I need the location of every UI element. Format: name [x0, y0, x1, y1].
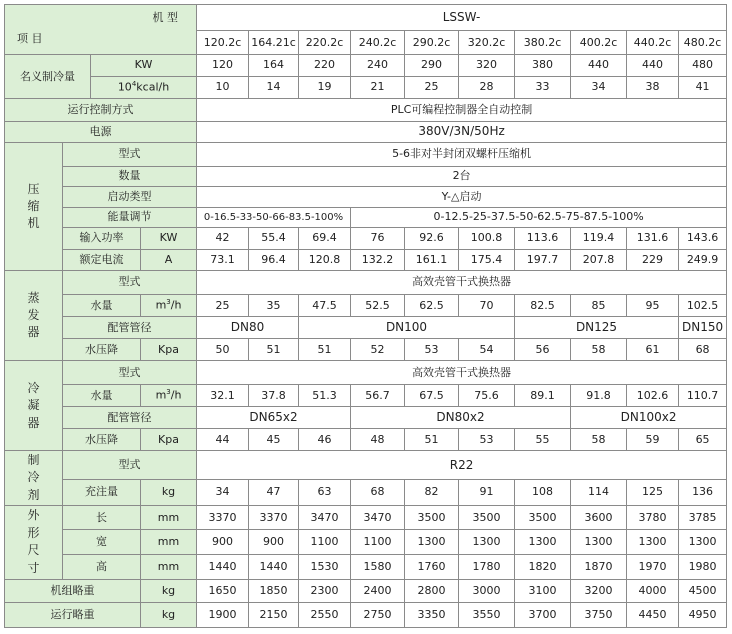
compressor-power-value: 131.6 — [627, 228, 679, 250]
compressor-cap-value-b: 0-12.5-25-37.5-50-62.5-75-87.5-100% — [351, 207, 727, 227]
compressor-current-unit: A — [141, 249, 197, 271]
model-label: 机 型 — [152, 10, 178, 24]
dimension-length-value: 3470 — [351, 505, 405, 530]
condenser-flow-value: 91.8 — [571, 384, 627, 407]
compressor-power-row — [5, 228, 727, 250]
refrigerant-charge-value: 136 — [679, 479, 727, 505]
model-cell: 290.2c — [405, 31, 459, 55]
refrigerant-charge-row — [5, 479, 727, 505]
condenser-flow-value: 110.7 — [679, 384, 727, 407]
condenser-flow-unit: $m^3/h$ — [141, 384, 197, 407]
condenser-drop-value: 58 — [571, 428, 627, 451]
evaporator-pipe-value: DN125 — [515, 317, 679, 339]
evaporator-drop-value: 61 — [627, 338, 679, 361]
run-weight-value: 3750 — [571, 603, 627, 628]
compressor-current-label: 额定电流 — [63, 249, 141, 271]
dimension-width-value: 1300 — [679, 530, 727, 555]
compressor-power-value: 92.6 — [405, 228, 459, 250]
cooling-kw-value: 290 — [405, 55, 459, 77]
model-cell: 320.2c — [459, 31, 515, 55]
evaporator-group-label: 蒸发器 — [5, 271, 63, 361]
run-weight-row — [5, 603, 727, 628]
cooling-kw-row — [5, 55, 727, 77]
cooling-kw-unit: KW — [91, 55, 197, 77]
condenser-drop-value: 51 — [405, 428, 459, 451]
compressor-current-value: 73.1 — [197, 249, 249, 271]
cooling-kcal-value: 38 — [627, 76, 679, 99]
refrigerant-charge-unit: kg — [141, 479, 197, 505]
evaporator-flow-value: 85 — [571, 294, 627, 317]
dimension-height-value: 1820 — [515, 555, 571, 580]
model-cell: 164.21c — [249, 31, 299, 55]
evaporator-type-label: 型式 — [63, 271, 197, 295]
condenser-drop-label: 水压降 — [63, 428, 141, 451]
evaporator-drop-value: 50 — [197, 338, 249, 361]
refrigerant-charge-value: 108 — [515, 479, 571, 505]
condenser-drop-value: 53 — [459, 428, 515, 451]
dimension-height-value: 1870 — [571, 555, 627, 580]
evaporator-drop-value: 68 — [679, 338, 727, 361]
compressor-current-value: 197.7 — [515, 249, 571, 271]
refrigerant-type-label: 型式 — [63, 451, 197, 479]
refrigerant-charge-value: 68 — [351, 479, 405, 505]
run-weight-value: 3350 — [405, 603, 459, 628]
dimensions-group-label: 外形尺寸 — [5, 505, 63, 579]
cooling-kw-value: 380 — [515, 55, 571, 77]
compressor-cap-value-a: 0-16.5-33-50-66-83.5-100% — [197, 207, 351, 227]
evaporator-drop-row — [5, 338, 727, 361]
compressor-power-unit: KW — [141, 228, 197, 250]
dimension-width-value: 1100 — [351, 530, 405, 555]
dimension-width-row — [5, 530, 727, 555]
condenser-pipe-value: DN100x2 — [571, 407, 727, 429]
cooling-kw-value: 440 — [571, 55, 627, 77]
model-cell: 120.2c — [197, 31, 249, 55]
dimension-height-value: 1760 — [405, 555, 459, 580]
run-weight-value: 1900 — [197, 603, 249, 628]
evaporator-drop-value: 58 — [571, 338, 627, 361]
evaporator-pipe-value: DN150 — [679, 317, 727, 339]
compressor-power-value: 55.4 — [249, 228, 299, 250]
cooling-kcal-value: 28 — [459, 76, 515, 99]
dimension-width-unit: mm — [141, 530, 197, 555]
unit-weight-value: 4500 — [679, 579, 727, 603]
unit-weight-value: 2400 — [351, 579, 405, 603]
series-label: LSSW- — [197, 5, 727, 31]
compressor-start-value: Y-△启动 — [197, 187, 727, 207]
dimension-length-value: 3600 — [571, 505, 627, 530]
refrigerant-charge-value: 91 — [459, 479, 515, 505]
spec-table — [4, 4, 727, 628]
compressor-power-value: 42 — [197, 228, 249, 250]
model-cell: 440.2c — [627, 31, 679, 55]
compressor-current-value: 120.8 — [299, 249, 351, 271]
cooling-kcal-value: 34 — [571, 76, 627, 99]
compressor-current-value: 229 — [627, 249, 679, 271]
cooling-kcal-value: 33 — [515, 76, 571, 99]
cooling-kw-value: 240 — [351, 55, 405, 77]
dimension-height-row — [5, 555, 727, 580]
evaporator-flow-value: 52.5 — [351, 294, 405, 317]
compressor-current-value: 161.1 — [405, 249, 459, 271]
condenser-pipe-value: DN65x2 — [197, 407, 351, 429]
refrigerant-charge-value: 82 — [405, 479, 459, 505]
control-label: 运行控制方式 — [5, 99, 197, 122]
run-weight-value: 2550 — [299, 603, 351, 628]
condenser-type-label: 型式 — [63, 361, 197, 385]
dimension-height-value: 1980 — [679, 555, 727, 580]
run-weight-value: 3550 — [459, 603, 515, 628]
evaporator-flow-label: 水量 — [63, 294, 141, 317]
compressor-qty-label: 数量 — [63, 166, 197, 186]
model-cell: 400.2c — [571, 31, 627, 55]
evaporator-drop-value: 52 — [351, 338, 405, 361]
condenser-drop-value: 65 — [679, 428, 727, 451]
compressor-type-label: 型式 — [63, 143, 197, 167]
condenser-flow-value: 37.8 — [249, 384, 299, 407]
condenser-flow-value: 51.3 — [299, 384, 351, 407]
dimension-width-value: 1300 — [515, 530, 571, 555]
unit-weight-unit: kg — [141, 579, 197, 603]
evaporator-flow-value: 62.5 — [405, 294, 459, 317]
power-label: 电源 — [5, 121, 197, 143]
dimension-length-value: 3470 — [299, 505, 351, 530]
dimension-width-value: 1300 — [627, 530, 679, 555]
unit-weight-value: 1850 — [249, 579, 299, 603]
dimension-width-value: 900 — [197, 530, 249, 555]
cooling-kw-value: 164 — [249, 55, 299, 77]
compressor-current-value: 96.4 — [249, 249, 299, 271]
condenser-drop-value: 46 — [299, 428, 351, 451]
condenser-pipe-value: DN80x2 — [351, 407, 571, 429]
condenser-flow-value: 89.1 — [515, 384, 571, 407]
evaporator-pipe-value: DN100 — [299, 317, 515, 339]
unit-weight-value: 2300 — [299, 579, 351, 603]
compressor-power-value: 100.8 — [459, 228, 515, 250]
dimension-length-value: 3500 — [515, 505, 571, 530]
refrigerant-charge-value: 34 — [197, 479, 249, 505]
cooling-kw-value: 220 — [299, 55, 351, 77]
dimension-width-value: 1100 — [299, 530, 351, 555]
dimension-height-unit: mm — [141, 555, 197, 580]
run-weight-value: 2150 — [249, 603, 299, 628]
compressor-power-value: 76 — [351, 228, 405, 250]
dimension-height-value: 1580 — [351, 555, 405, 580]
cooling-kcal-value: 21 — [351, 76, 405, 99]
cooling-kw-value: 120 — [197, 55, 249, 77]
refrigerant-charge-value: 125 — [627, 479, 679, 505]
condenser-flow-row — [5, 384, 727, 407]
compressor-power-value: 69.4 — [299, 228, 351, 250]
condenser-drop-value: 48 — [351, 428, 405, 451]
cooling-kw-value: 440 — [627, 55, 679, 77]
dimension-length-row — [5, 505, 727, 530]
refrigerant-charge-value: 114 — [571, 479, 627, 505]
condenser-flow-value: 56.7 — [351, 384, 405, 407]
refrigerant-charge-value: 63 — [299, 479, 351, 505]
condenser-group-label: 冷凝器 — [5, 361, 63, 451]
run-weight-value: 3700 — [515, 603, 571, 628]
unit-weight-value: 2800 — [405, 579, 459, 603]
run-weight-unit: kg — [141, 603, 197, 628]
condenser-flow-value: 75.6 — [459, 384, 515, 407]
evaporator-flow-value: 35 — [249, 294, 299, 317]
dimension-height-value: 1440 — [249, 555, 299, 580]
cooling-kw-value: 320 — [459, 55, 515, 77]
evaporator-drop-label: 水压降 — [63, 338, 141, 361]
power-value: 380V/3N/50Hz — [197, 121, 727, 143]
compressor-current-value: 249.9 — [679, 249, 727, 271]
compressor-cap-label: 能量调节 — [63, 207, 197, 227]
condenser-drop-value: 59 — [627, 428, 679, 451]
dimension-width-value: 1300 — [571, 530, 627, 555]
cooling-label: 名义制冷量 — [5, 55, 91, 99]
header-corner — [5, 5, 197, 55]
dimension-length-value: 3500 — [459, 505, 515, 530]
cooling-kcal-value: 41 — [679, 76, 727, 99]
cooling-kcal-value: 19 — [299, 76, 351, 99]
evaporator-drop-value: 51 — [299, 338, 351, 361]
run-weight-value: 4950 — [679, 603, 727, 628]
refrigerant-type-value: R22 — [197, 451, 727, 479]
evaporator-flow-value: 25 — [197, 294, 249, 317]
dimension-height-value: 1780 — [459, 555, 515, 580]
unit-weight-value: 4000 — [627, 579, 679, 603]
cooling-kw-value: 480 — [679, 55, 727, 77]
compressor-power-label: 输入功率 — [63, 228, 141, 250]
unit-weight-value: 3100 — [515, 579, 571, 603]
unit-weight-label: 机组略重 — [5, 579, 141, 603]
condenser-drop-unit: Kpa — [141, 428, 197, 451]
run-weight-value: 4450 — [627, 603, 679, 628]
evaporator-drop-value: 56 — [515, 338, 571, 361]
compressor-group-label: 压缩机 — [5, 143, 63, 271]
refrigerant-group-label: 制冷剂 — [5, 451, 63, 505]
dimension-length-value: 3785 — [679, 505, 727, 530]
compressor-current-row — [5, 249, 727, 271]
refrigerant-charge-value: 47 — [249, 479, 299, 505]
condenser-drop-value: 55 — [515, 428, 571, 451]
evaporator-flow-value: 102.5 — [679, 294, 727, 317]
run-weight-label: 运行略重 — [5, 603, 141, 628]
dimension-width-value: 1300 — [405, 530, 459, 555]
evaporator-flow-value: 95 — [627, 294, 679, 317]
model-cell: 480.2c — [679, 31, 727, 55]
compressor-start-label: 启动类型 — [63, 187, 197, 207]
cooling-kcal-row — [5, 76, 727, 99]
evaporator-drop-value: 51 — [249, 338, 299, 361]
unit-weight-value: 1650 — [197, 579, 249, 603]
condenser-pipe-label: 配管管径 — [63, 407, 197, 429]
dimension-height-value: 1970 — [627, 555, 679, 580]
cooling-kcal-value: 10 — [197, 76, 249, 99]
dimension-length-value: 3500 — [405, 505, 459, 530]
unit-weight-row — [5, 579, 727, 603]
compressor-power-value: 119.4 — [571, 228, 627, 250]
dimension-length-unit: mm — [141, 505, 197, 530]
evaporator-flow-value: 70 — [459, 294, 515, 317]
condenser-flow-value: 67.5 — [405, 384, 459, 407]
run-weight-value: 2750 — [351, 603, 405, 628]
evaporator-flow-value: 82.5 — [515, 294, 571, 317]
refrigerant-charge-label: 充注量 — [63, 479, 141, 505]
dimension-width-value: 1300 — [459, 530, 515, 555]
compressor-qty-value: 2台 — [197, 166, 727, 186]
cooling-kcal-value: 14 — [249, 76, 299, 99]
unit-weight-value: 3000 — [459, 579, 515, 603]
condenser-drop-row — [5, 428, 727, 451]
evaporator-type-value: 高效壳管干式换热器 — [197, 271, 727, 295]
model-cell: 220.2c — [299, 31, 351, 55]
condenser-drop-value: 45 — [249, 428, 299, 451]
dimension-length-label: 长 — [63, 505, 141, 530]
compressor-type-value: 5-6非对半封闭双螺杆压缩机 — [197, 143, 727, 167]
compressor-current-value: 207.8 — [571, 249, 627, 271]
condenser-type-value: 高效壳管干式换热器 — [197, 361, 727, 385]
model-cell: 240.2c — [351, 31, 405, 55]
evaporator-drop-unit: Kpa — [141, 338, 197, 361]
dimension-height-value: 1530 — [299, 555, 351, 580]
evaporator-drop-value: 54 — [459, 338, 515, 361]
condenser-flow-value: 32.1 — [197, 384, 249, 407]
compressor-current-value: 132.2 — [351, 249, 405, 271]
evaporator-flow-unit: $m^3/h$ — [141, 294, 197, 317]
item-label: 项 目 — [17, 32, 43, 46]
dimension-height-label: 高 — [63, 555, 141, 580]
compressor-power-value: 113.6 — [515, 228, 571, 250]
control-value: PLC可编程控制器全自动控制 — [197, 99, 727, 122]
dimension-length-value: 3370 — [249, 505, 299, 530]
dimension-length-value: 3780 — [627, 505, 679, 530]
condenser-flow-value: 102.6 — [627, 384, 679, 407]
evaporator-pipe-value: DN80 — [197, 317, 299, 339]
unit-weight-value: 3200 — [571, 579, 627, 603]
cooling-kcal-unit: $10^4kcal/h$ — [91, 76, 197, 99]
evaporator-drop-value: 53 — [405, 338, 459, 361]
condenser-drop-value: 44 — [197, 428, 249, 451]
dimension-height-value: 1440 — [197, 555, 249, 580]
dimension-width-label: 宽 — [63, 530, 141, 555]
dimension-width-value: 900 — [249, 530, 299, 555]
model-cell: 380.2c — [515, 31, 571, 55]
compressor-current-value: 175.4 — [459, 249, 515, 271]
dimension-length-value: 3370 — [197, 505, 249, 530]
cooling-kcal-value: 25 — [405, 76, 459, 99]
evaporator-pipe-label: 配管管径 — [63, 317, 197, 339]
compressor-power-value: 143.6 — [679, 228, 727, 250]
evaporator-flow-value: 47.5 — [299, 294, 351, 317]
condenser-flow-label: 水量 — [63, 384, 141, 407]
evaporator-flow-row — [5, 294, 727, 317]
